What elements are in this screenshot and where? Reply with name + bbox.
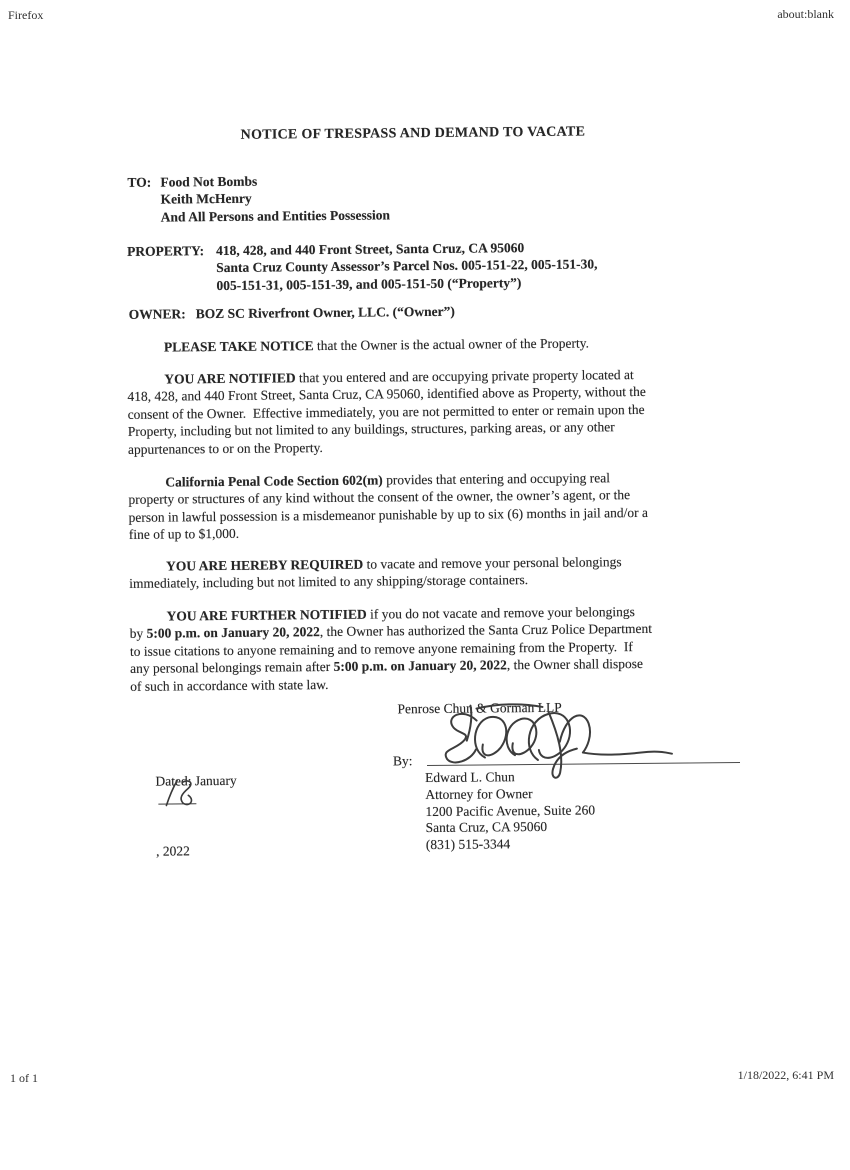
document-line: PLEASE TAKE NOTICE that the Owner is the actual owner of the Property.: [163, 335, 590, 355]
signer-name: Edward L. Chun: [425, 769, 515, 786]
document-line: immediately, including but not limited to any shipping/storage containers.: [129, 572, 529, 592]
by-label: By:: [392, 753, 413, 769]
paragraph-further-notified: [130, 603, 653, 695]
paragraph-you-are-notified: [127, 366, 646, 458]
dated-suffix: , 2022: [156, 843, 190, 859]
handwritten-date: [159, 790, 197, 804]
paragraph-please-take-notice: [127, 334, 589, 356]
handwritten-date-ink: [157, 776, 197, 808]
to-label: TO:: [127, 174, 152, 190]
document-title: NOTICE OF TRESPASS AND DEMAND TO VACATE: [240, 124, 586, 143]
owner-value: BOZ SC Riverfront Owner, LLC. (“Owner”): [195, 303, 455, 322]
paragraph-penal-code: [128, 469, 648, 544]
to-line: Food Not Bombs: [160, 173, 258, 190]
document-line: to issue citations to anyone remaining and to remove anyone remaining from the Property. If: [129, 638, 633, 659]
document-line: YOU ARE HEREBY REQUIRED to vacate and remove your personal belongings: [166, 554, 622, 574]
document-line: appurtenances to or on the Property.: [127, 439, 323, 457]
print-footer-pages: 1 of 1: [10, 1071, 38, 1085]
document-line: California Penal Code Section 602(m) provides that entering and occupying real: [165, 470, 611, 490]
to-block: [160, 171, 390, 225]
to-line: Keith McHenry: [160, 191, 252, 207]
print-footer-timestamp: 1/18/2022, 6:41 PM: [737, 1068, 834, 1082]
document-line: any personal belongings remain after 5:00 p.m. on January 20, 2022, the Owner shall dispose: [130, 656, 644, 677]
print-header-app: Firefox: [8, 8, 44, 22]
signer-address-line1: 1200 Pacific Avenue, Suite 260: [425, 802, 596, 819]
signature-scrawl: [426, 694, 749, 785]
dated-prefix: Dated: January: [155, 773, 237, 790]
document-line: person in lawful possession is a misdemeanor punishable by up to six (6) months in jail and/or a: [128, 504, 648, 525]
property-line: 005-151-31, 005-151-39, and 005-151-50 (“Property”): [216, 274, 522, 293]
signer-address-line2: Santa Cruz, CA 95060: [425, 819, 548, 836]
property-line: 418, 428, and 440 Front Street, Santa Cruz, CA 95060: [216, 240, 525, 259]
document-line: 418, 428, and 440 Front Street, Santa Cruz, CA 95060, identified above as Property, without the: [127, 384, 646, 405]
document-line: by 5:00 p.m. on January 20, 2022, the Owner has authorized the Santa Cruz Police Department: [129, 621, 653, 642]
document-line: YOU ARE NOTIFIED that you entered and are occupying private property located at: [164, 367, 634, 387]
law-firm-name: Penrose Chun & Gorman LLP: [397, 699, 562, 717]
to-line: And All Persons and Entities Possession: [160, 207, 390, 225]
document-line: of such in accordance with state law.: [130, 676, 329, 694]
document-line: fine of up to $1,000.: [128, 526, 240, 543]
document-line: YOU ARE FURTHER NOTIFIED if you do not vacate and remove your belongings: [166, 604, 635, 624]
property-line: Santa Cruz County Assessor’s Parcel Nos. 005-151-22, 005-151-30,: [216, 256, 598, 276]
document-line: consent of the Owner. Effective immediately, you are not permitted to enter or remain upon the: [127, 401, 645, 422]
document-line: property or structures of any kind without the consent of the owner, the owner’s agent, or the: [128, 487, 631, 508]
signer-phone: (831) 515-3344: [425, 836, 511, 853]
paragraph-hereby-required: [129, 553, 622, 593]
dated-line: [135, 755, 238, 878]
property-block: [216, 238, 598, 294]
property-label: PROPERTY:: [127, 243, 205, 259]
document-line: Property, including but not limited to any buildings, structures, parking areas, or any other: [127, 419, 615, 440]
owner-label: OWNER:: [128, 306, 186, 322]
print-header-url: about:blank: [777, 7, 834, 21]
signer-title: Attorney for Owner: [425, 785, 533, 802]
